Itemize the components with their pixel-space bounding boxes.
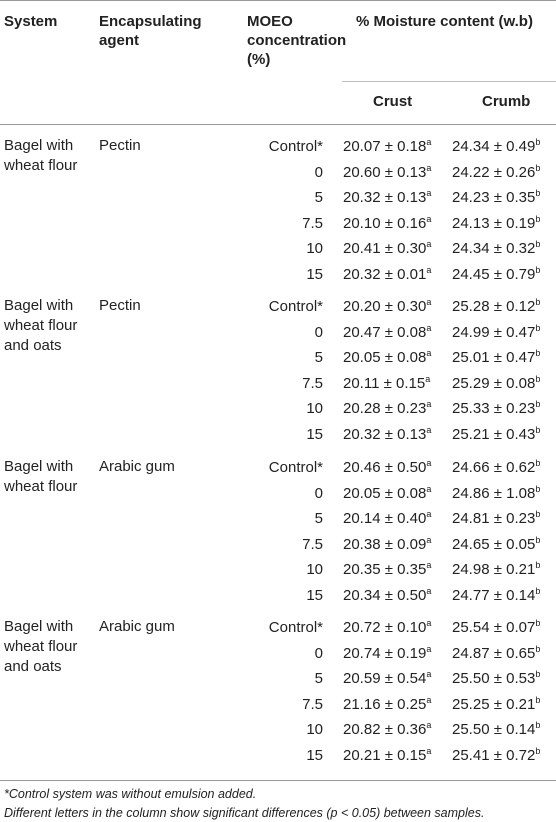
crust-value: 20.35 ± 0.35 [343,561,427,578]
cell-concentration: Control* [268,298,323,315]
cell-system: Bagel with wheat flour [4,458,78,495]
cell-crust [343,746,431,765]
crust-value: 20.72 ± 0.10 [343,619,427,636]
cell-crust [343,348,431,367]
crumb-value: 25.54 ± 0.07 [452,619,536,636]
crust-significance-letter: a [426,214,432,224]
crumb-value: 25.21 ± 0.43 [452,426,536,443]
crumb-significance-letter: b [535,618,541,628]
cell-crumb [452,458,540,477]
cell-crust [343,509,431,528]
crust-value: 20.38 ± 0.09 [343,536,427,553]
cell-crumb [452,297,540,316]
crust-significance-letter: a [426,695,432,705]
cell-crumb [452,214,540,233]
crust-significance-letter: a [426,458,432,468]
crumb-significance-letter: b [535,348,541,358]
cell-agent: Arabic gum [99,458,175,475]
crust-significance-letter: a [426,188,432,198]
cell-crust [343,214,431,233]
crust-significance-letter: a [426,425,432,435]
crumb-significance-letter: b [535,644,541,654]
crumb-significance-letter: b [535,720,541,730]
crumb-significance-letter: b [535,239,541,249]
cell-crumb [452,560,540,579]
cell-crumb [452,188,540,207]
crumb-significance-letter: b [535,297,541,307]
crust-value: 20.59 ± 0.54 [343,670,427,687]
crust-value: 20.47 ± 0.08 [343,324,427,341]
crumb-significance-letter: b [535,163,541,173]
crust-significance-letter: a [426,323,432,333]
cell-crumb [452,137,540,156]
crust-significance-letter: a [426,644,432,654]
cell-concentration: 5 [314,510,323,527]
crust-significance-letter: a [426,484,432,494]
cell-crust [343,586,431,605]
cell-concentration: Control* [268,459,323,476]
cell-concentration: 0 [314,645,323,662]
crust-significance-letter: a [426,239,432,249]
crumb-value: 24.86 ± 1.08 [452,485,536,502]
cell-concentration: 0 [314,324,323,341]
cell-crust [343,265,431,284]
footnote-control: *Control system was without emulsion added. [4,787,257,801]
cell-concentration: 10 [306,400,323,417]
header-moisture: % Moisture content (w.b) [356,13,533,30]
cell-concentration: 10 [306,721,323,738]
crumb-significance-letter: b [535,484,541,494]
crumb-significance-letter: b [535,535,541,545]
crust-value: 21.16 ± 0.25 [343,696,427,713]
header-crumb: Crumb [482,93,531,110]
cell-concentration: 15 [306,587,323,604]
cell-crust [343,188,431,207]
crust-value: 20.32 ± 0.13 [343,426,427,443]
cell-crust [343,535,431,554]
table-top-rule [0,0,556,1]
crust-value: 20.20 ± 0.30 [343,298,427,315]
cell-concentration: 15 [306,426,323,443]
crust-significance-letter: a [426,560,432,570]
cell-crumb [452,374,540,393]
crust-significance-letter: a [425,374,431,384]
cell-crust [343,239,431,258]
cell-concentration: 10 [306,240,323,257]
crumb-value: 24.81 ± 0.23 [452,510,536,527]
cell-crust [343,137,431,156]
crumb-value: 25.50 ± 0.53 [452,670,536,687]
crust-significance-letter: a [426,509,432,519]
crumb-significance-letter: b [535,323,541,333]
crust-significance-letter: a [426,137,432,147]
cell-crust [343,695,431,714]
crust-value: 20.46 ± 0.50 [343,459,427,476]
header-system: System [4,13,58,30]
crumb-value: 25.50 ± 0.14 [452,721,536,738]
header-concentration: MOEO concentration (%) [247,13,347,68]
cell-concentration: 15 [306,266,323,283]
crumb-significance-letter: b [535,374,541,384]
crumb-significance-letter: b [535,509,541,519]
footnote-significance: Different letters in the column show significant differences (p < 0.05) between samples. [4,806,485,820]
cell-crust [343,618,431,637]
crumb-value: 24.66 ± 0.62 [452,459,536,476]
cell-crumb [452,618,540,637]
cell-concentration: Control* [268,619,323,636]
cell-crumb [452,535,540,554]
cell-concentration: 5 [314,189,323,206]
cell-crumb [452,323,540,342]
crumb-significance-letter: b [535,425,541,435]
cell-crumb [452,348,540,367]
crumb-value: 24.77 ± 0.14 [452,587,536,604]
crumb-value: 24.23 ± 0.35 [452,189,536,206]
cell-concentration: 15 [306,747,323,764]
cell-crumb [452,399,540,418]
cell-crumb [452,509,540,528]
cell-crumb [452,239,540,258]
cell-system: Bagel with wheat flour and oats [4,297,78,354]
cell-crust [343,297,431,316]
cell-agent: Pectin [99,297,141,314]
cell-concentration: Control* [268,138,323,155]
crumb-significance-letter: b [535,586,541,596]
header-crust: Crust [373,93,413,110]
crumb-significance-letter: b [535,458,541,468]
cell-crumb [452,425,540,444]
crust-significance-letter: a [426,586,432,596]
crust-value: 20.74 ± 0.19 [343,645,427,662]
crumb-significance-letter: b [535,188,541,198]
crust-significance-letter: a [426,163,432,173]
crust-value: 20.10 ± 0.16 [343,215,427,232]
crumb-value: 25.33 ± 0.23 [452,400,536,417]
cell-crust [343,560,431,579]
cell-crust [343,669,431,688]
cell-crust [343,323,431,342]
crust-significance-letter: a [426,746,432,756]
crumb-value: 24.34 ± 0.32 [452,240,536,257]
crust-value: 20.41 ± 0.30 [343,240,427,257]
crumb-significance-letter: b [535,746,541,756]
cell-agent: Pectin [99,137,141,154]
cell-crumb [452,669,540,688]
crust-value: 20.34 ± 0.50 [343,587,427,604]
crust-significance-letter: a [426,535,432,545]
cell-concentration: 7.5 [302,536,323,553]
crust-significance-letter: a [426,265,432,275]
cell-concentration: 0 [314,485,323,502]
cell-crust [343,374,430,393]
cell-system: Bagel with wheat flour and oats [4,618,78,675]
cell-crust [343,484,431,503]
crumb-value: 25.01 ± 0.47 [452,349,536,366]
crust-significance-letter: a [426,669,432,679]
crumb-significance-letter: b [535,669,541,679]
cell-crumb [452,484,540,503]
cell-crumb [452,644,540,663]
cell-crust [343,399,431,418]
crust-significance-letter: a [426,720,432,730]
cell-crumb [452,695,540,714]
crumb-significance-letter: b [535,560,541,570]
cell-crumb [452,586,540,605]
cell-crumb [452,265,540,284]
crust-significance-letter: a [426,348,432,358]
crumb-significance-letter: b [535,214,541,224]
crust-value: 20.14 ± 0.40 [343,510,427,527]
crumb-value: 25.28 ± 0.12 [452,298,536,315]
cell-crumb [452,746,540,765]
crust-value: 20.05 ± 0.08 [343,349,427,366]
cell-concentration: 7.5 [302,215,323,232]
crumb-significance-letter: b [535,137,541,147]
cell-crust [343,425,431,444]
crumb-value: 24.87 ± 0.65 [452,645,536,662]
cell-concentration: 5 [314,349,323,366]
crumb-value: 24.65 ± 0.05 [452,536,536,553]
cell-concentration: 7.5 [302,375,323,392]
crust-value: 20.07 ± 0.18 [343,138,427,155]
cell-crust [343,458,431,477]
header-subrule [342,81,556,82]
cell-agent: Arabic gum [99,618,175,635]
cell-concentration: 0 [314,164,323,181]
cell-crust [343,163,431,182]
cell-crumb [452,720,540,739]
crumb-value: 24.22 ± 0.26 [452,164,536,181]
crust-significance-letter: a [426,297,432,307]
crumb-value: 24.98 ± 0.21 [452,561,536,578]
crust-value: 20.28 ± 0.23 [343,400,427,417]
crust-value: 20.82 ± 0.36 [343,721,427,738]
header-agent: Encapsulating agent [99,13,202,49]
header-bottom-rule [0,124,556,125]
cell-concentration: 10 [306,561,323,578]
crumb-value: 25.29 ± 0.08 [452,375,536,392]
cell-concentration: 5 [314,670,323,687]
table-bottom-rule [0,780,556,781]
cell-crust [343,644,431,663]
crust-significance-letter: a [426,399,432,409]
cell-concentration: 7.5 [302,696,323,713]
crust-value: 20.32 ± 0.13 [343,189,427,206]
crumb-value: 25.25 ± 0.21 [452,696,536,713]
crust-value: 20.05 ± 0.08 [343,485,427,502]
crust-significance-letter: a [426,618,432,628]
crumb-value: 24.34 ± 0.49 [452,138,536,155]
crumb-significance-letter: b [535,399,541,409]
cell-crumb [452,163,540,182]
crumb-value: 24.45 ± 0.79 [452,266,536,283]
crust-value: 20.11 ± 0.15 [343,375,426,392]
crust-value: 20.21 ± 0.15 [343,747,427,764]
crust-value: 20.32 ± 0.01 [343,266,427,283]
cell-system: Bagel with wheat flour [4,137,78,174]
crumb-value: 24.13 ± 0.19 [452,215,536,232]
cell-crust [343,720,431,739]
crust-value: 20.60 ± 0.13 [343,164,427,181]
crumb-significance-letter: b [535,265,541,275]
crumb-significance-letter: b [535,695,541,705]
crumb-value: 25.41 ± 0.72 [452,747,536,764]
crumb-value: 24.99 ± 0.47 [452,324,536,341]
